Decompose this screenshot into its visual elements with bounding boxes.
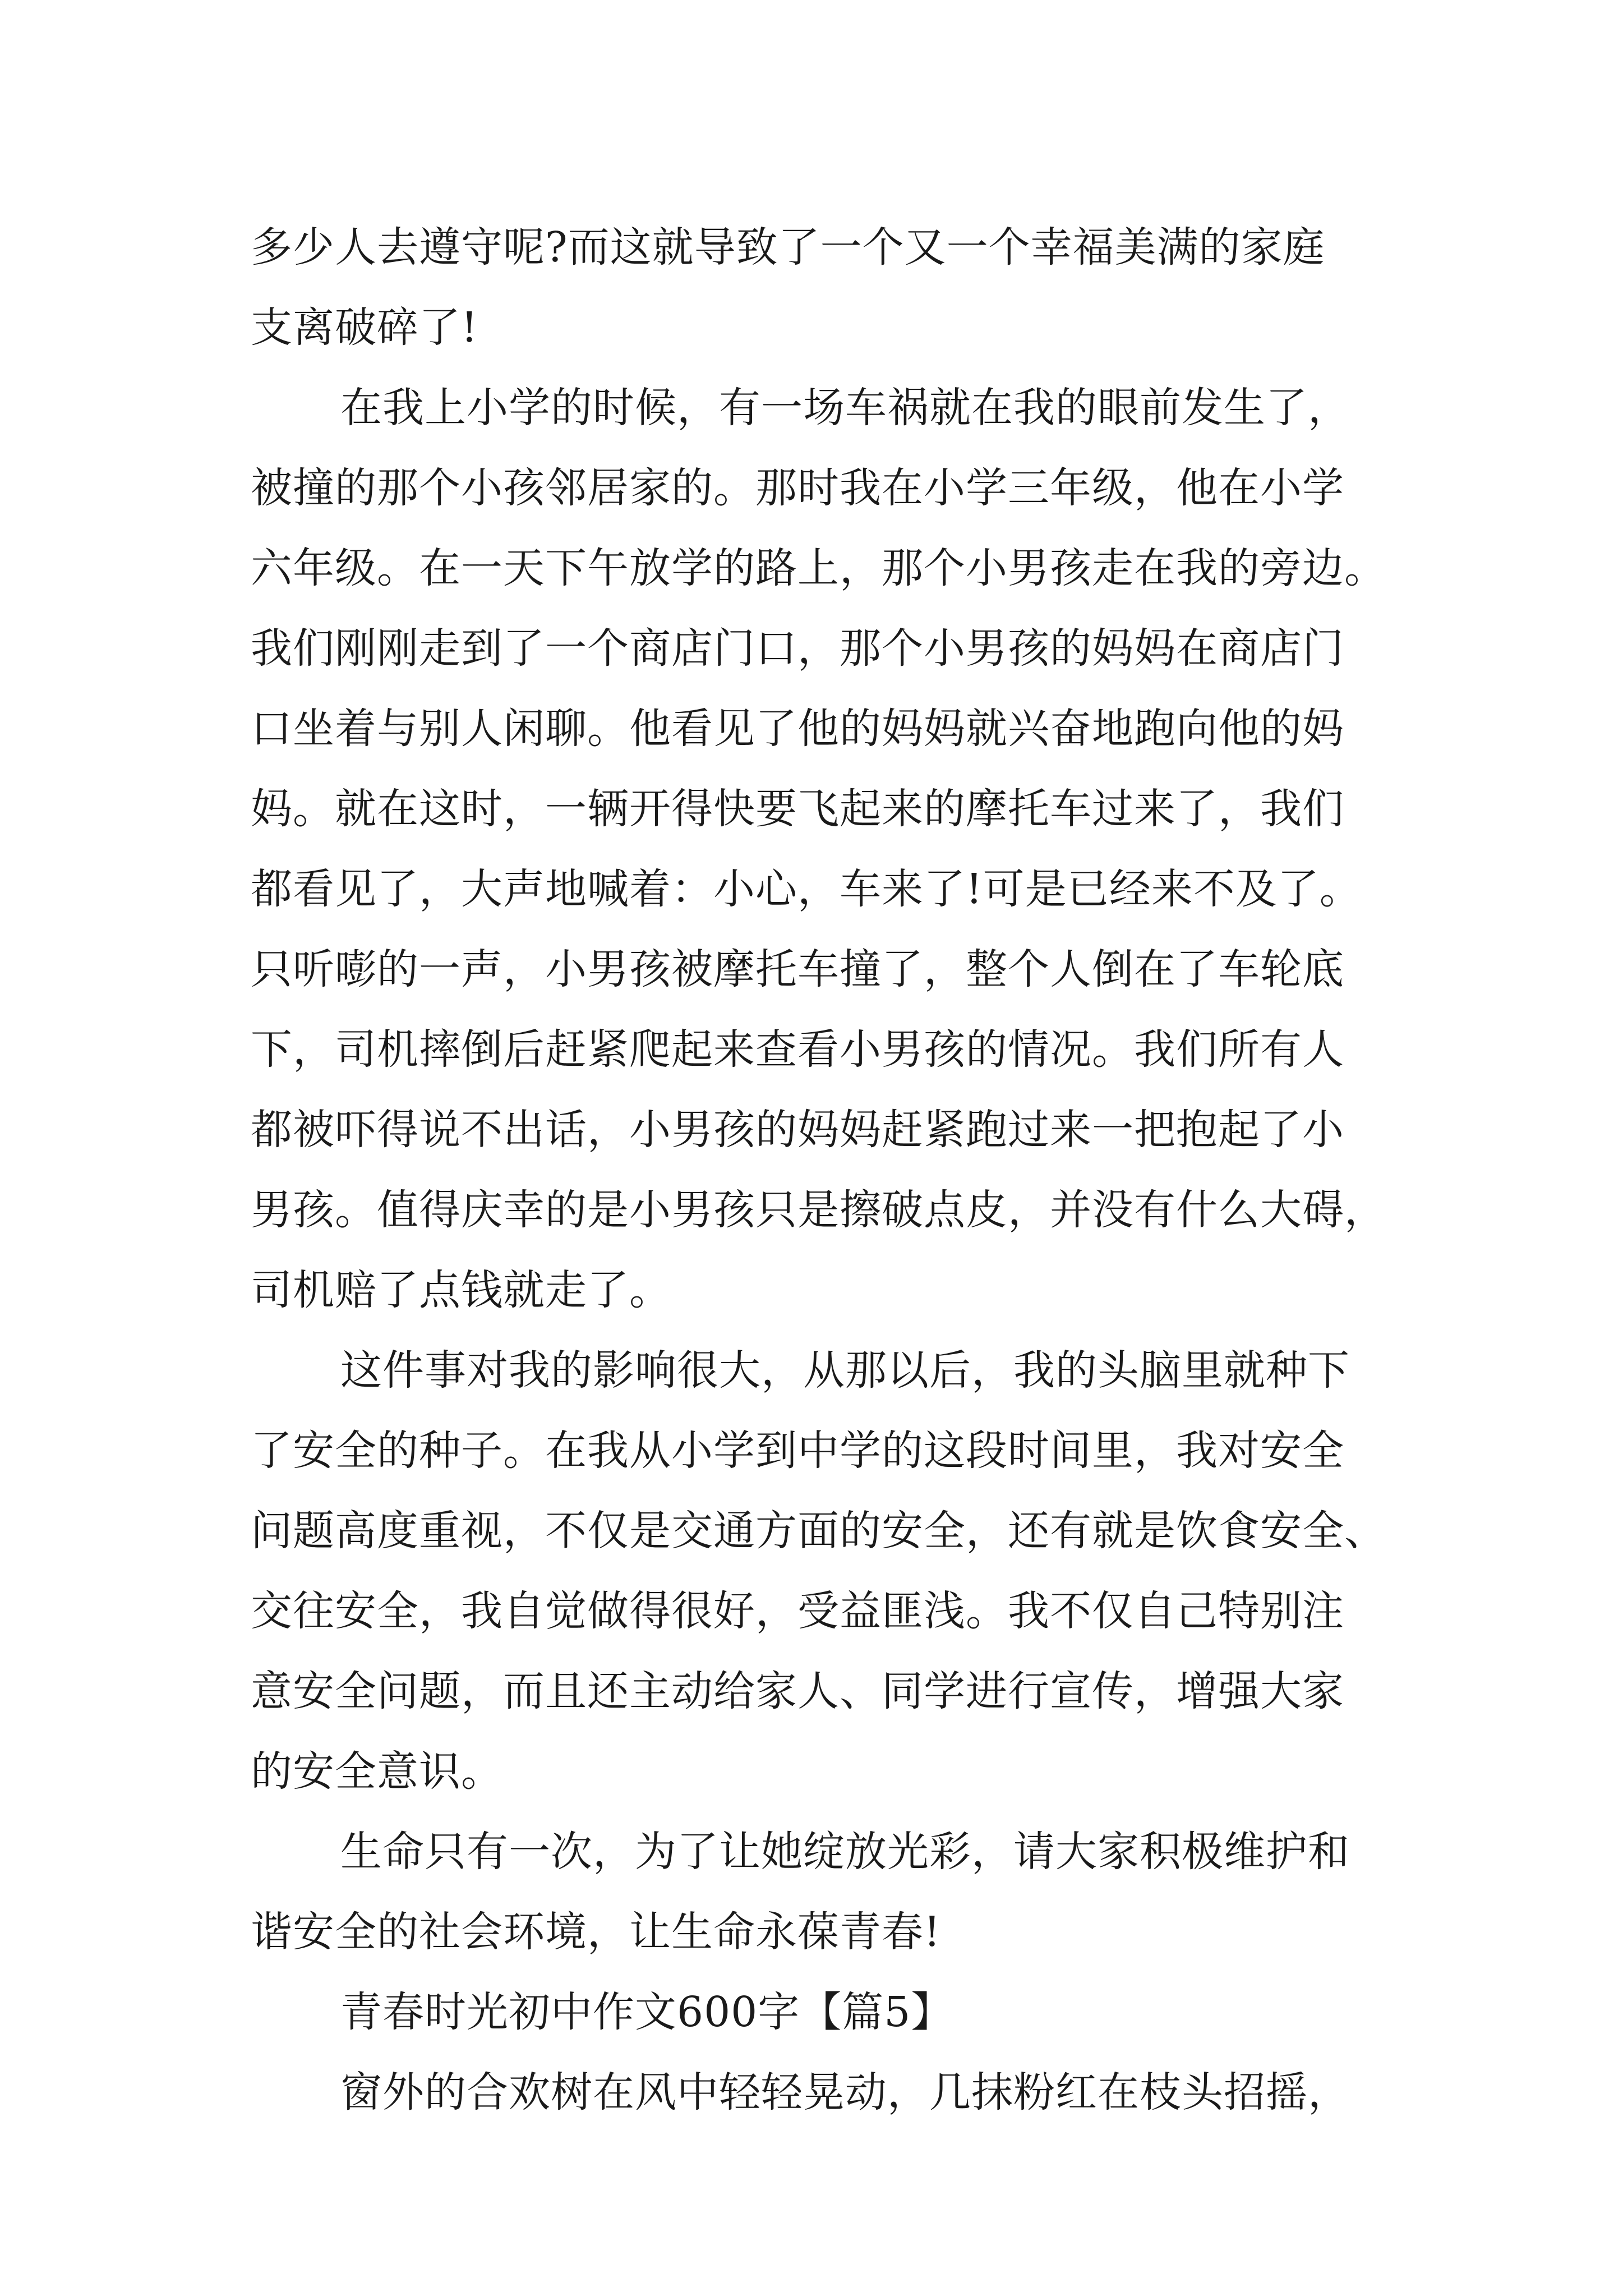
text-line: 只听嘭的一声，小男孩被摩托车撞了，整个人倒在了车轮底 (251, 945, 1344, 993)
text-line: 问题高度重视，不仅是交通方面的安全，还有就是饮食安全、 (251, 1507, 1386, 1555)
text-line: 都看见了，大声地喊着：小心，车来了!可是已经来不及了。 (251, 865, 1362, 913)
text-line: 了安全的种子。在我从小学到中学的这段时间里，我对安全 (251, 1427, 1344, 1475)
text-line: 的安全意识。 (251, 1747, 503, 1796)
text-line: 交往安全，我自觉做得很好，受益匪浅。我不仅自己特别注 (251, 1587, 1344, 1635)
text-line: 意安全问题，而且还主动给家人、同学进行宣传，增强大家 (251, 1667, 1344, 1715)
paragraph-first-line: 在我上小学的时候，有一场车祸就在我的眼前发生了， (340, 384, 1350, 432)
paragraph-first-line: 这件事对我的影响很大，从那以后，我的头脑里就种下 (340, 1346, 1350, 1395)
text-line: 都被吓得说不出话，小男孩的妈妈赶紧跑过来一把抱起了小 (251, 1106, 1344, 1154)
paragraph-first-line: 生命只有一次，为了让她绽放光彩，请大家积极维护和 (340, 1828, 1350, 1876)
document-body (251, 208, 1400, 2133)
text-line: 我们刚刚走到了一个商店门口，那个小男孩的妈妈在商店门 (251, 624, 1344, 673)
text-line: 谐安全的社会环境，让生命永葆青春! (251, 1908, 941, 1956)
text-line: 口坐着与别人闲聊。他看见了他的妈妈就兴奋地跑向他的妈 (251, 705, 1344, 753)
text-line: 支离破碎了! (251, 303, 478, 352)
text-line: 下，司机摔倒后赶紧爬起来查看小男孩的情况。我们所有人 (251, 1025, 1344, 1074)
text-line: 司机赔了点钱就走了。 (251, 1266, 671, 1314)
paragraph-first-line: 窗外的合欢树在风中轻轻晃动，几抹粉红在枝头招摇， (340, 2068, 1350, 2116)
text-line: 男孩。值得庆幸的是小男孩只是擦破点皮，并没有什么大碍， (251, 1186, 1386, 1234)
section-heading: 青春时光初中作文600字【篇5】 (340, 1988, 953, 2036)
text-line: 多少人去遵守呢?而这就导致了一个又一个幸福美满的家庭 (251, 223, 1325, 272)
text-line: 六年级。在一天下午放学的路上，那个小男孩走在我的旁边。 (251, 544, 1386, 592)
text-line: 妈。就在这时，一辆开得快要飞起来的摩托车过来了，我们 (251, 785, 1344, 833)
text-line: 被撞的那个小孩邻居家的。那时我在小学三年级，他在小学 (251, 464, 1344, 512)
